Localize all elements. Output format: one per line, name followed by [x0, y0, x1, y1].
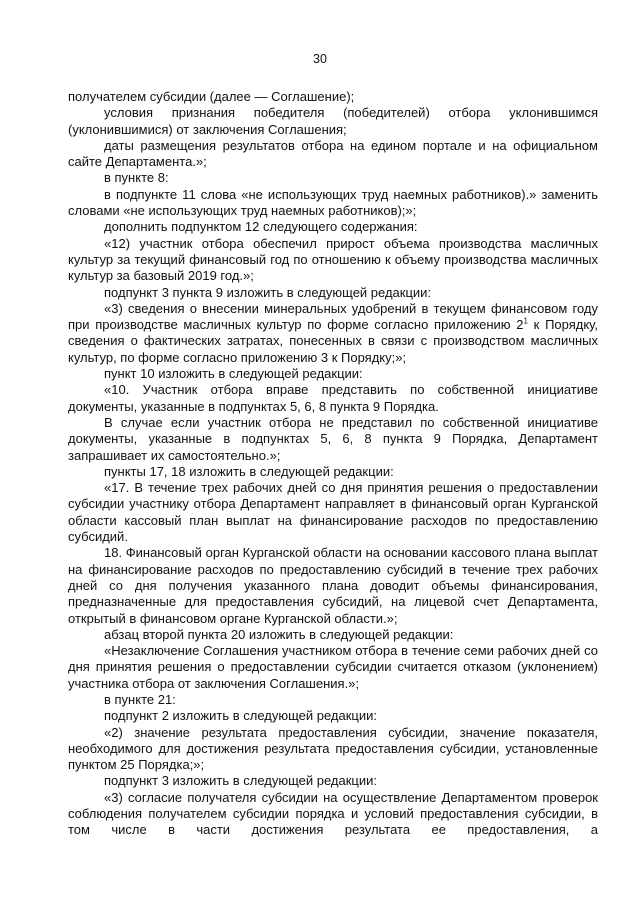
paragraph: условия признания победителя (победителей) отбора уклонившимся (уклонившимися) от заключения Соглашения;: [68, 105, 598, 137]
paragraph: дополнить подпунктом 12 следующего содержания:: [104, 219, 418, 235]
paragraph: в пункте 21:: [104, 691, 176, 707]
paragraph: в пункте 8:: [104, 170, 169, 186]
paragraph: абзац второй пункта 20 изложить в следующей редакции:: [104, 626, 454, 642]
paragraph: подпункт 2 изложить в следующей редакции:: [104, 708, 378, 724]
document-body: [68, 89, 598, 839]
paragraph-text-part: к Порядку, сведения о фактических затратах, понесенных в связи с производством масличных культур, по форме согласно приложению 3 к Порядку;»;: [68, 317, 598, 365]
paragraph: «Незаключение Соглашения участником отбора в течение семи рабочих дней со дня принятия решения о предоставлении субсидии считается отказом (уклонением) участника отбора от заключения Соглашения.»;: [68, 643, 598, 691]
paragraph: «3) согласие получателя субсидии на осуществление Департаментом проверок соблюдения получателем субсидии порядка и условий предоставления субсидии, в том числе в части достижения результата ее предоставления, а: [68, 789, 598, 838]
paragraph: пункты 17, 18 изложить в следующей редакции:: [104, 463, 394, 479]
paragraph: «2) значение результата предоставления субсидии, значение показателя, необходимого для достижения результата предоставления субсидии, установленные пунктом 25 Порядка;»;: [68, 724, 598, 773]
paragraph: «10. Участник отбора вправе представить по собственной инициативе документы, указанные в подпунктах 5, 6, 8 пункта 9 Порядка.: [68, 382, 598, 414]
paragraph: в подпункте 11 слова «не использующих труд наемных работников).» заменить словами «не использующих труд наемных работников);»;: [68, 186, 598, 219]
paragraph: «12) участник отбора обеспечил прирост объема производства масличных культур за текущий финансовый год по отношению к объему производства масличных культур за базовый 2019 год.»;: [68, 235, 598, 284]
paragraph: подпункт 3 изложить в следующей редакции:: [104, 773, 378, 789]
paragraph: 18. Финансовый орган Курганской области на основании кассового плана выплат на финансирование расходов по предоставлению субсидий в течение трех рабочих дней со дня получения указанного плана доводит объемы финансирования, предназначенные для предоставления субсидий, на лицевой счет Департамента, открытый в финансовом органе Курганской области.»;: [68, 545, 598, 626]
paragraph: даты размещения результатов отбора на едином портале и на официальном сайте Департамента.»;: [68, 137, 598, 170]
paragraph: получателем субсидии (далее — Соглашение);: [68, 89, 355, 104]
paragraph: В случае если участник отбора не представил по собственной инициативе документы, указанные в подпунктах 5, 6, 8 пункта 9 Порядка, Департамент запрашивает их самостоятельно.»;: [68, 414, 598, 463]
paragraph: подпункт 3 пункта 9 изложить в следующей редакции:: [104, 284, 432, 300]
superscript: 1: [523, 316, 528, 326]
paragraph-with-superscript: [68, 301, 598, 366]
paragraph: «17. В течение трех рабочих дней со дня принятия решения о предоставлении субсидии участнику отбора Департамент направляет в финансовый орган Курганской области кассовый план выплат на финансирование расходов по предоставлению субсидий.: [68, 480, 598, 545]
paragraph-text-part: «3) сведения о внесении минеральных удобрений в текущем финансовом году при производстве масличных культур по форме согласно приложению 2: [68, 300, 598, 333]
page-number: 30: [313, 52, 327, 66]
paragraph: пункт 10 изложить в следующей редакции:: [104, 366, 363, 382]
